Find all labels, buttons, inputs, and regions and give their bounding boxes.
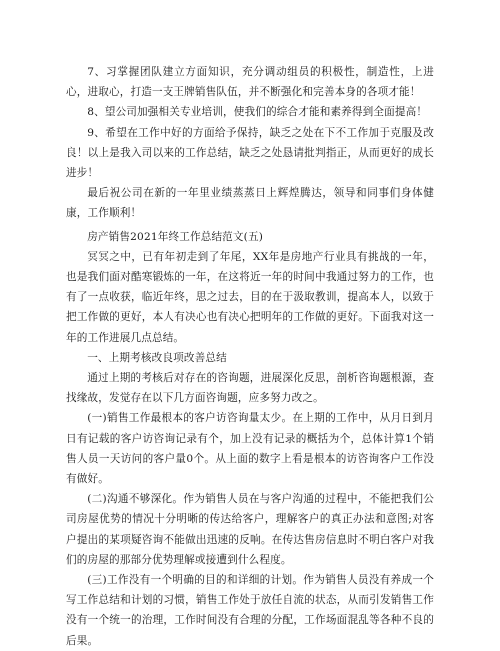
section-title: 房产销售2021年终工作总结范文(五) <box>87 230 263 243</box>
paragraph-item-7: 7、习掌握团队建立方面知识，充分调动组员的积极性，制造性，上进心，进取心，打造一支王牌销售队伍，并不断强化和完善本身的各项才能！ <box>66 66 434 99</box>
paragraph-issue-2: (二)沟通不够深化。作为销售人员在与客户沟通的过程中，不能把我们公司房屋优势的情况十分明晰的传达给客户，理解客户的真正办法和意图;对客户提出的某项疑咨询不能做出迅速的反响。在传达售房信息时不明白客户对我们的房屋的那部分优势理解或接遭到什么程度。 <box>66 493 434 566</box>
paragraph-issue-3: (三)工作没有一个明确的目的和详细的计划。作为销售人员没有养成一个写工作总结和计划的习惯，销售工作处于放任自流的状态，从而引发销售工作没有一个统一的治理，工作时间没有合理的分配，工作场面混乱等各种不良的后果。 <box>66 574 434 647</box>
paragraph-review-intro: 通过上期的考核后对存在的咨询题，进展深化反思，剖析咨询题根源，查找缘故，发觉存在以下几方面咨询题，应多努力改之。 <box>66 372 434 405</box>
paragraph-closing-wishes: 最后祝公司在新的一年里业绩蒸蒸日上辉煌腾达，领导和同事们身体健康，工作顺利！ <box>66 187 434 220</box>
paragraph-intro: 冥冥之中，已有年初走到了年尾，XX年是房地产行业具有挑战的一年，也是我们面对酷寒锻炼的一年，在这将近一年的时间中我通过努力的工作，也有了一点收获，临近年终，思之过去，目的在于汲取教训，提高本人，以致于把工作做的更好，本人有决心也有决心把明年的工作做的更好。下面我对这一年的工作进展几点总结。 <box>66 250 434 344</box>
paragraph-issue-1: (一)销售工作最根本的客户访咨询量太少。在上期的工作中，从月日到月日有记载的客户访咨询记录有个，加上没有记录的概括为个，总体计算1个销售人员一天访问的客户量0个。从上面的数字上看是根本的访咨询客户工作没有做好。 <box>66 412 434 486</box>
subheading-review: 一、上期考核改良项改善总结 <box>87 351 227 364</box>
paragraph-item-8: 8、望公司加强相关专业培训，使我们的综合才能和素养得到全面提高！ <box>87 106 428 119</box>
paragraph-item-9: 9、希望在工作中好的方面给予保持，缺乏之处在下不工作加于克服及改良！以上是我入司以来的工作总结，缺乏之处恳请批判指正，从而更好的成长进步！ <box>66 126 434 180</box>
